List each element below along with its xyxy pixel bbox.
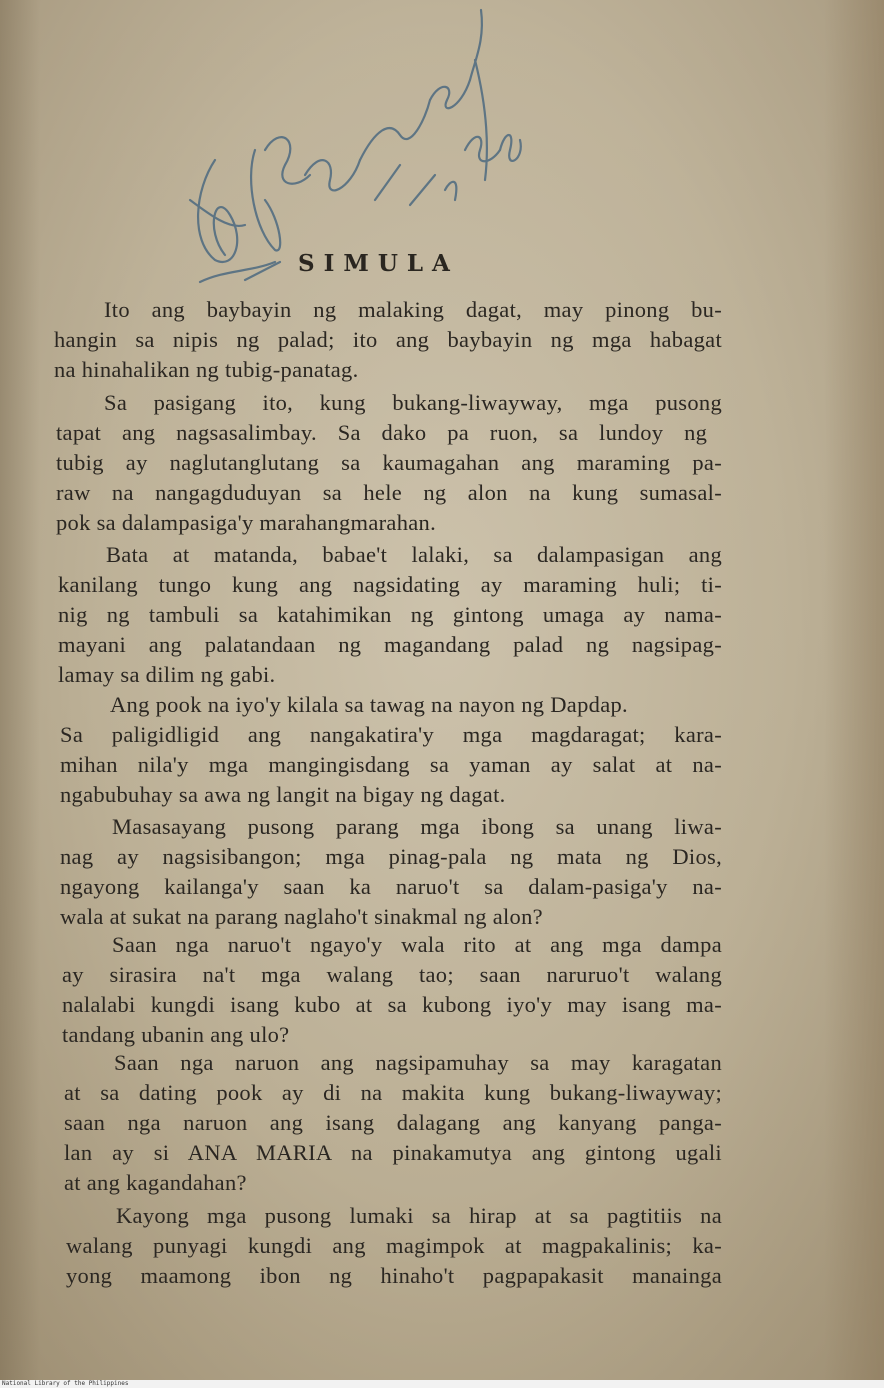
text-line: lamay sa dilim ng gabi. <box>58 662 276 687</box>
text-line: walang punyagi kungdi ang magimpok at magpakalinis; ka- <box>66 1233 722 1258</box>
text-line: raw na nangagduduyan sa hele ng alon na kung sumasal- <box>56 480 722 505</box>
text-line: saan nga naruon ang isang dalagang ang kanyang panga- <box>64 1110 722 1135</box>
text-line: mihan nila'y mga mangingisdang sa yaman ay salat at na- <box>60 752 722 777</box>
text-line: Saan nga naruon ang nagsipamuhay sa may karagatan <box>114 1050 722 1075</box>
text-line: Masasayang pusong parang mga ibong sa unang liwa- <box>112 814 722 839</box>
page-edge-shadow-right <box>824 0 884 1380</box>
text-line: at ang kagandahan? <box>64 1170 247 1195</box>
text-line: Ang pook na iyo'y kilala sa tawag na nayon ng Dapdap. <box>110 692 628 717</box>
text-line: kanilang tungo kung ang nagsidating ay maraming huli; ti- <box>58 572 722 597</box>
text-line: Bata at matanda, babae't lalaki, sa dalampasigan ang <box>106 542 722 567</box>
text-line: Kayong mga pusong lumaki sa hirap at sa pagtitiis na <box>116 1203 722 1228</box>
text-line: Ito ang baybayin ng malaking dagat, may pinong bu- <box>104 297 722 322</box>
text-line: Sa paligidligid ang nangakatira'y mga magdaragat; kara- <box>60 722 722 747</box>
text-line: Saan nga naruo't ngayo'y wala rito at ang mga dampa <box>112 932 722 957</box>
footer-credit: National Library of the Philippines <box>2 1380 129 1387</box>
text-line: tapat ang nagsasalimbay. Sa dako pa ruon, sa lundoy ng <box>56 420 708 445</box>
text-line: ngayong kailanga'y saan ka naruo't sa dalam-pasiga'y na- <box>60 874 722 899</box>
text-line: Sa pasigang ito, kung bukang-liwayway, mga pusong <box>104 390 722 415</box>
footer-band <box>0 1380 884 1388</box>
text-line: yong maamong ibon ng hinaho't pagpapakasit manainga <box>66 1263 722 1288</box>
text-line: lan ay si ANA MARIA na pinakamutya ang gintong ugali <box>64 1140 722 1165</box>
text-line: ay sirasira na't mga walang tao; saan naruruo't walang <box>62 962 722 987</box>
text-line: tandang ubanin ang ulo? <box>62 1022 290 1047</box>
text-line: ngabubuhay sa awa ng langit na bigay ng dagat. <box>60 782 506 807</box>
page-edge-shadow-left <box>0 0 40 1380</box>
text-line: wala at sukat na parang naglaho't sinakmal ng alon? <box>60 904 543 929</box>
text-line: at sa dating pook ay di na makita kung bukang-liwayway; <box>64 1080 722 1105</box>
text-line: tubig ay naglutanglutang sa kaumagahan ang maraming pa- <box>56 450 722 475</box>
text-line: nig ng tambuli sa katahimikan ng gintong umaga ay nama- <box>58 602 722 627</box>
text-line: hangin sa nipis ng palad; ito ang baybayin ng mga habagat <box>54 327 722 352</box>
text-line: na hinahalikan ng tubig-panatag. <box>54 357 359 382</box>
handwritten-signature <box>185 0 545 290</box>
text-line: mayani ang palatandaan ng magandang palad ng nagsipag- <box>58 632 722 657</box>
text-line: nalalabi kungdi isang kubo at sa kubong iyo'y may isang ma- <box>62 992 722 1017</box>
text-line: pok sa dalampasiga'y marahangmarahan. <box>56 510 437 535</box>
chapter-title: SIMULA <box>298 250 459 277</box>
text-line: nag ay nagsisibangon; mga pinag-pala ng mata ng Dios, <box>60 844 722 869</box>
